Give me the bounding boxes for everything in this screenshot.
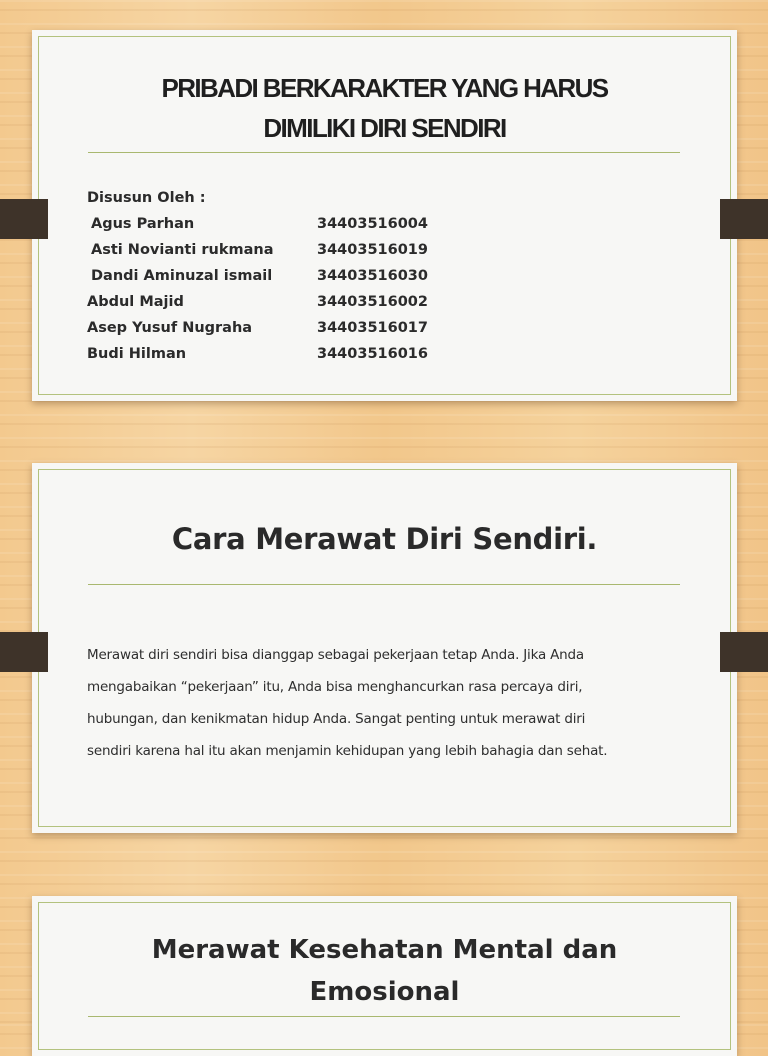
author-name: Agus Parhan xyxy=(91,216,195,232)
slide-2-title: Cara Merawat Diri Sendiri. xyxy=(171,522,598,556)
title-line: DIMILIKI DIRI SENDIRI xyxy=(263,113,506,143)
slide-3-title xyxy=(32,929,737,1013)
author-name: Asti Novianti rukmana xyxy=(91,242,274,258)
author-row xyxy=(87,211,687,237)
author-heading: Disusun Oleh : xyxy=(87,190,206,206)
author-name: Budi Hilman xyxy=(87,346,187,362)
title-line: Merawat Kesehatan Mental dan xyxy=(151,935,618,965)
slide-content xyxy=(32,463,737,833)
slide-tab-right xyxy=(720,199,768,239)
title-divider xyxy=(88,152,680,153)
author-id: 34403516017 xyxy=(317,320,428,336)
author-id: 34403516019 xyxy=(317,242,428,258)
slide-title xyxy=(32,30,737,401)
title-line: PRIBADI BERKARAKTER YANG HARUS xyxy=(161,73,608,103)
author-row xyxy=(87,315,687,341)
slide-2-body xyxy=(87,639,687,767)
slide-tab-left xyxy=(0,199,48,239)
body-line: mengabaikan “pekerjaan” itu, Anda bisa menghancurkan rasa percaya diri, xyxy=(87,679,583,695)
author-name: Abdul Majid xyxy=(87,294,184,310)
slide-1-title xyxy=(32,68,737,148)
body-line: Merawat diri sendiri bisa dianggap sebagai pekerjaan tetap Anda. Jika Anda xyxy=(87,647,584,663)
author-row xyxy=(87,341,687,367)
body-line: hubungan, dan kenikmatan hidup Anda. Sangat penting untuk merawat diri xyxy=(87,711,586,727)
title-line: Emosional xyxy=(309,977,460,1007)
author-row xyxy=(87,263,687,289)
slide-tab-right xyxy=(720,632,768,672)
author-name: Asep Yusuf Nugraha xyxy=(87,320,253,336)
author-id: 34403516030 xyxy=(317,268,428,284)
author-id: 34403516002 xyxy=(317,294,428,310)
author-id: 34403516004 xyxy=(317,216,428,232)
slide-tab-left xyxy=(0,632,48,672)
author-row xyxy=(87,237,687,263)
author-id: 34403516016 xyxy=(317,346,428,362)
slide-content xyxy=(32,896,737,1056)
title-divider xyxy=(88,584,680,585)
author-name: Dandi Aminuzal ismail xyxy=(91,268,273,284)
author-list xyxy=(87,185,687,367)
title-divider xyxy=(88,1016,680,1017)
author-row xyxy=(87,289,687,315)
body-line: sendiri karena hal itu akan menjamin kehidupan yang lebih bahagia dan sehat. xyxy=(87,743,608,759)
